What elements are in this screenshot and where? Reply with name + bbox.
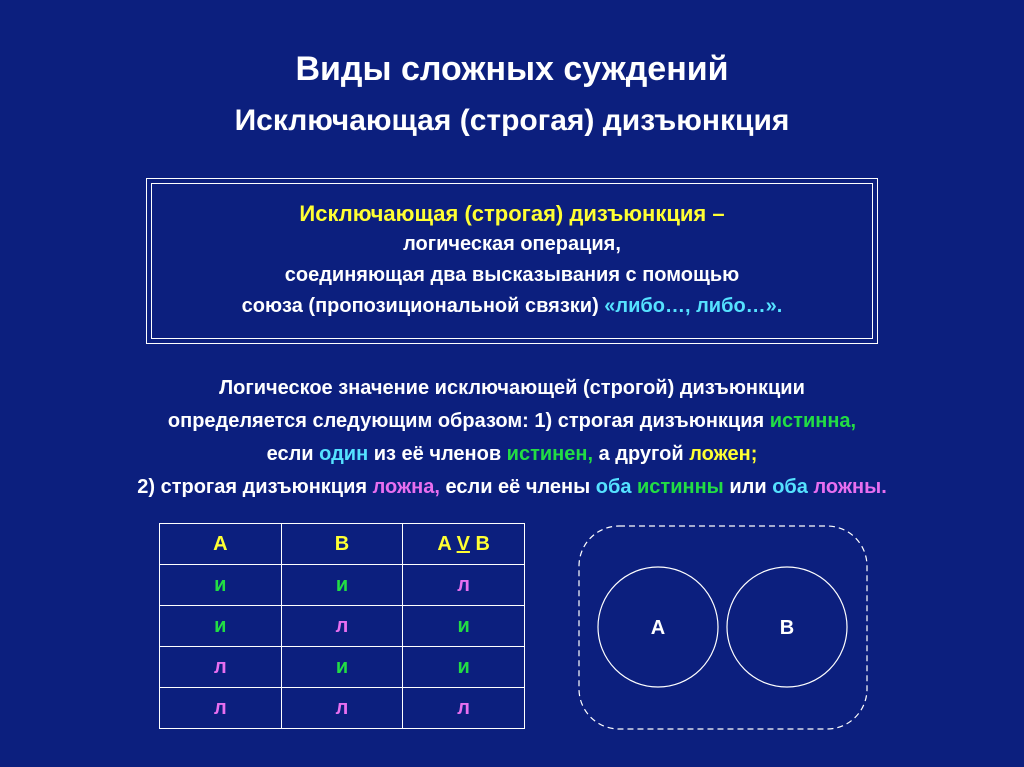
table-cell: л <box>403 688 525 729</box>
table-cell: л <box>160 688 282 729</box>
table-row <box>160 565 525 606</box>
table-cell: и <box>160 565 282 606</box>
table-row <box>160 688 525 729</box>
circle-a-label: A <box>650 617 666 639</box>
word-both-false: ложны. <box>813 476 887 498</box>
table-cell: и <box>281 565 403 606</box>
truth-table-header-row <box>160 524 525 565</box>
table-cell: и <box>160 606 282 647</box>
definition-line-1: логическая операция, <box>403 233 621 255</box>
definition-box <box>146 178 878 344</box>
table-cell: и <box>403 647 525 688</box>
definition-line-2: соединяющая два высказывания с помощью <box>284 264 740 286</box>
venn-diagram <box>578 525 868 730</box>
table-row <box>160 606 525 647</box>
header-a: A <box>160 524 282 565</box>
page-subtitle: Исключающая (строгая) дизъюнкция <box>234 104 790 137</box>
explanation-line-3 <box>0 438 1024 471</box>
explanation-text: из её членов <box>368 443 507 465</box>
word-true: истинна, <box>769 410 857 432</box>
explanation-text: а другой <box>593 443 690 465</box>
table-cell: л <box>281 606 403 647</box>
word-false-member: ложен; <box>689 443 758 465</box>
table-cell: и <box>281 647 403 688</box>
definition-line-3 <box>152 291 872 322</box>
definition-inner-frame <box>151 183 873 339</box>
universe-dashed-frame <box>579 526 867 729</box>
page-title: Виды сложных суждений <box>295 50 729 88</box>
definition-line-3-prefix: союза (пропозициональной связки) <box>241 295 605 317</box>
word-false: ложна, <box>372 476 440 498</box>
table-cell: и <box>403 606 525 647</box>
explanation-paragraph <box>0 372 1024 504</box>
header-a-xor-b: A V B <box>403 524 525 565</box>
word-one: один <box>319 443 369 465</box>
definition-term: Исключающая (строгая) дизъюнкция – <box>299 201 725 226</box>
explanation-text: 2) строгая дизъюнкция <box>137 476 373 498</box>
explanation-line-1: Логическое значение исключающей (строгой) дизъюнкции <box>219 377 805 399</box>
definition-quote: «либо…, либо…». <box>604 295 783 317</box>
word-both-true: истинны <box>637 476 724 498</box>
explanation-text: определяется следующим образом: 1) строгая дизъюнкция <box>167 410 770 432</box>
truth-table <box>159 523 525 729</box>
word-both: оба <box>772 476 808 498</box>
explanation-text: если <box>266 443 320 465</box>
header-b: B <box>281 524 403 565</box>
table-row <box>160 647 525 688</box>
circle-b-label: B <box>779 617 795 639</box>
explanation-line-4 <box>0 471 1024 504</box>
word-both: оба <box>595 476 632 498</box>
word-true-member: истинен, <box>506 443 594 465</box>
table-cell: л <box>403 565 525 606</box>
table-cell: л <box>281 688 403 729</box>
explanation-text: или <box>723 476 773 498</box>
table-cell: л <box>160 647 282 688</box>
explanation-line-2 <box>0 405 1024 438</box>
explanation-text: если её члены <box>439 476 596 498</box>
